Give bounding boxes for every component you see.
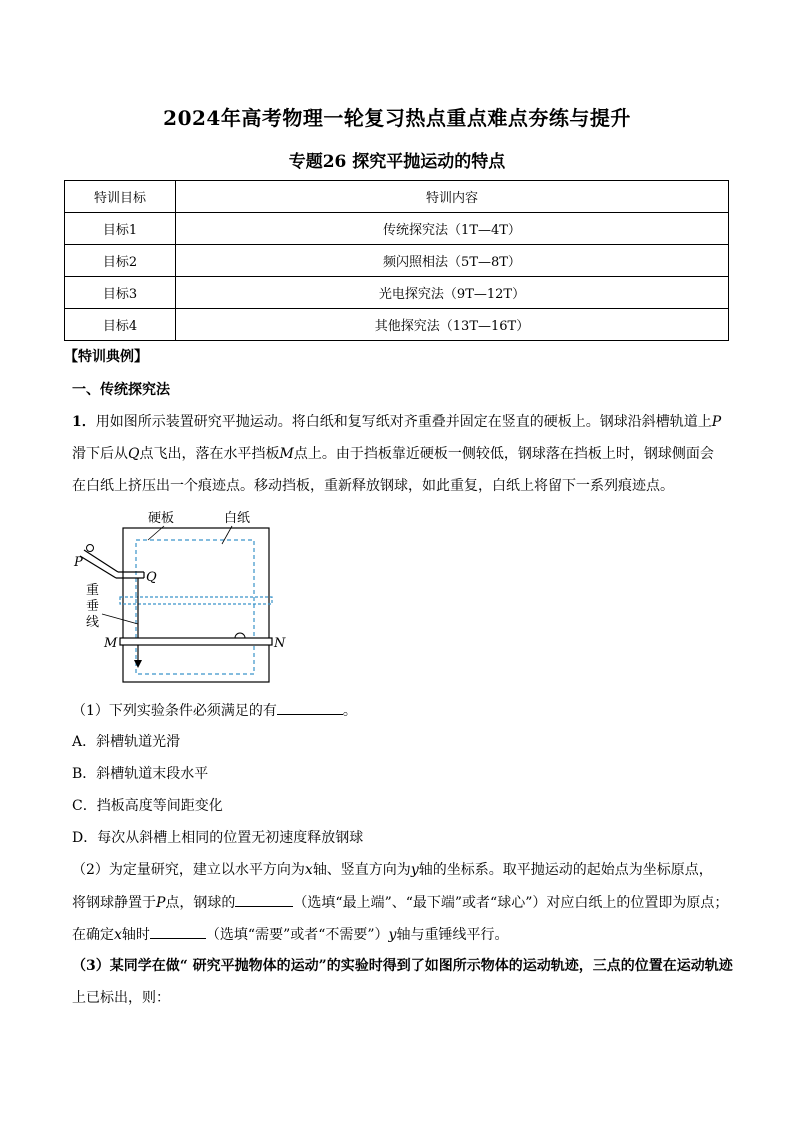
- subquestion-1: [72, 700, 357, 721]
- baffle-MN: [120, 638, 272, 645]
- hard-board: [123, 528, 269, 682]
- var-P: P: [711, 414, 722, 430]
- text-run: 轴时: [121, 927, 150, 943]
- var-M: M: [279, 446, 294, 462]
- table-cell: 光电探究法（9T—12T）: [176, 277, 729, 309]
- label-plumb-3: 线: [86, 615, 100, 630]
- question-stem-line: [72, 412, 721, 432]
- targets-table: [64, 180, 729, 341]
- steel-ball-icon: [87, 545, 94, 552]
- table-row: [65, 277, 729, 309]
- var-Q: Q: [128, 446, 140, 462]
- paper-leader-line: [222, 526, 232, 544]
- text-run: （3）某同学在做“ 研究平抛物体的运动”的实验时得到了如图所示物体的运动轨迹，三点的位置在运动轨迹: [72, 958, 733, 974]
- subquestion-3-line: 上已标出，则：: [72, 990, 170, 1006]
- table-header-row: [65, 181, 729, 213]
- text-run: （2）为定量研究，建立以水平方向为: [72, 862, 305, 878]
- table-cell: 目标3: [65, 277, 176, 309]
- question-stem-line: 在白纸上挤压出一个痕迹点。移动挡板，重新释放钢球，如此重复，白纸上将留下一系列痕迹点。: [72, 478, 674, 494]
- var-x: x: [304, 862, 313, 878]
- baffle-dashed: [120, 597, 272, 604]
- table-row: [65, 245, 729, 277]
- table-cell: 目标1: [65, 213, 176, 245]
- table-cell: 目标4: [65, 309, 176, 341]
- examples-heading: 【特训典例】: [64, 349, 148, 365]
- option-b: B．斜槽轨道末段水平: [72, 766, 209, 782]
- subquestion-3-line: [72, 956, 733, 976]
- option-c: C．挡板高度等间距变化: [72, 798, 223, 814]
- label-M: M: [104, 636, 118, 651]
- var-P: P: [156, 895, 166, 911]
- table-row: [65, 309, 729, 341]
- subquestion-2-line: [72, 924, 508, 945]
- var-x: x: [114, 927, 122, 943]
- white-paper: [136, 540, 254, 674]
- table-row: [65, 213, 729, 245]
- label-N: N: [274, 636, 286, 651]
- label-plumb-2: 垂: [86, 599, 100, 614]
- apparatus-diagram: [64, 500, 304, 690]
- plumb-arrow-icon: [134, 660, 142, 668]
- label-board: 硬板: [148, 511, 175, 526]
- text-run: 在确定: [72, 927, 114, 943]
- text-run: 。: [342, 703, 357, 719]
- text-run: 用如图所示装置研究平抛运动。将白纸和复写纸对齐重叠并固定在竖直的硬板上。钢球沿斜槽轨道上: [95, 414, 712, 430]
- table-cell: 目标2: [65, 245, 176, 277]
- text-run: 点，钢球的: [165, 895, 236, 911]
- text-run: 将钢球静置于: [72, 895, 156, 911]
- page-title: 2024年高考物理一轮复习热点重点难点夯练与提升: [163, 106, 631, 130]
- text-run: （选填“最上端”、“最下端”或者“球心”）对应白纸上的位置即为原点；: [293, 895, 729, 911]
- text-run: 轴与重锤线平行。: [396, 927, 509, 943]
- table-cell: 其他探究法（13T—16T）: [176, 309, 729, 341]
- option-a: A．斜槽轨道光滑: [72, 734, 181, 750]
- option-d: D．每次从斜槽上相同的位置无初速度释放钢球: [72, 830, 364, 846]
- label-plumb-1: 重: [86, 583, 100, 598]
- page-subtitle: 专题26 探究平抛运动的特点: [288, 152, 506, 172]
- label-Q: Q: [146, 570, 157, 585]
- ball-mark-icon: [235, 633, 245, 638]
- text-run: 点飞出，落在水平挡板: [139, 446, 280, 462]
- table-cell: 频闪照相法（5T—8T）: [176, 245, 729, 277]
- text-run: 轴、竖直方向为: [312, 862, 411, 878]
- text-run: 滑下后从: [72, 446, 128, 462]
- text-run: （1）下列实验条件必须满足的有: [72, 703, 277, 719]
- text-run: （选填“需要”或者“不需要”）: [205, 927, 389, 943]
- answer-blank: [235, 892, 293, 907]
- question-stem-line: [72, 444, 714, 464]
- var-y: y: [410, 862, 419, 878]
- table-header-cell: 特训目标: [65, 181, 176, 213]
- table-header-cell: 特训内容: [176, 181, 729, 213]
- label-paper: 白纸: [224, 511, 251, 526]
- plumb-leader-line: [102, 614, 138, 624]
- label-P: P: [74, 555, 83, 570]
- table-cell: 传统探究法（1T—4T）: [176, 213, 729, 245]
- question-number: 1．: [72, 414, 96, 430]
- text-run: 轴的坐标系。取平抛运动的起始点为坐标原点，: [418, 862, 713, 878]
- text-run: 点上。由于挡板靠近硬板一侧较低，钢球落在挡板上时，钢球侧面会: [293, 446, 714, 462]
- subquestion-2-line: [72, 892, 728, 913]
- subquestion-2-line: [72, 860, 713, 880]
- answer-blank: [150, 924, 206, 939]
- var-y: y: [388, 927, 397, 943]
- section-heading: 一、传统探究法: [72, 382, 170, 398]
- answer-blank: [277, 700, 343, 715]
